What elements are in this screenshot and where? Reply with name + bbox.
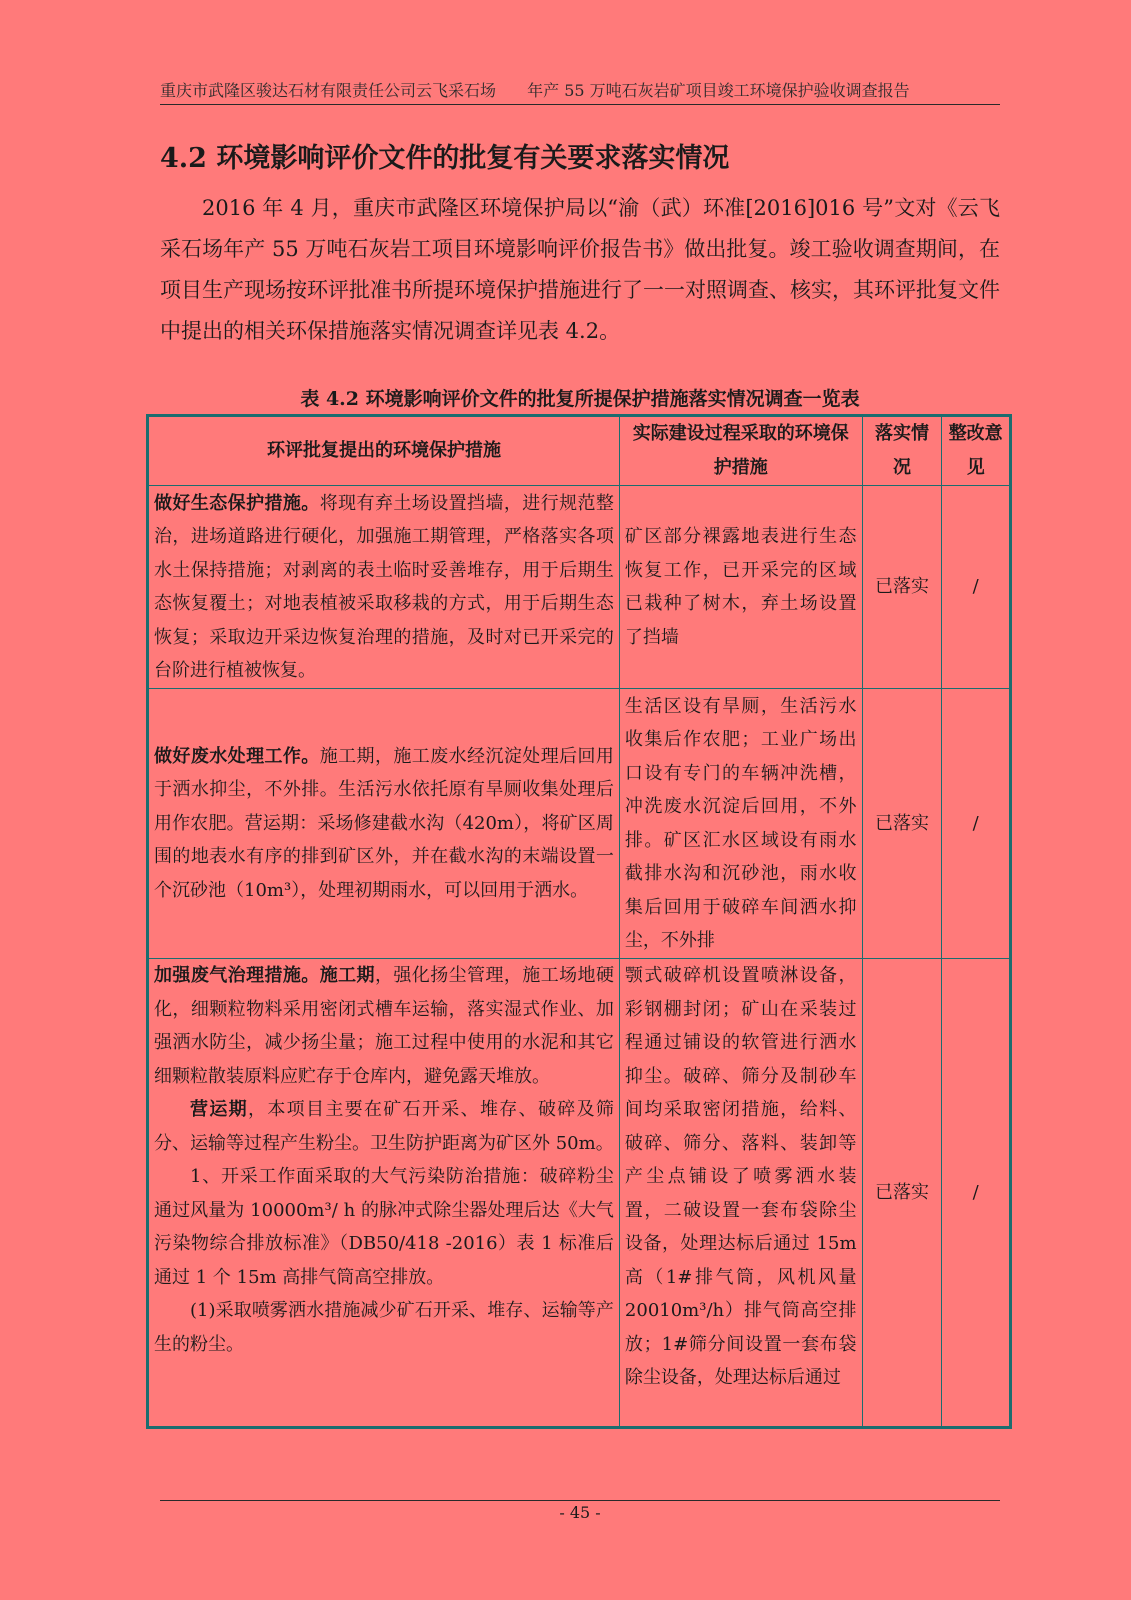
opinion-cell: / [942,689,1011,959]
required-measure-cell [148,486,620,689]
required-measure-cell [148,959,620,1428]
opinion-cell: / [942,486,1011,689]
running-header [160,78,1000,105]
table-header-row [148,416,1011,486]
opinion-cell: / [942,959,1011,1428]
measure-title: 做好生态保护措施。 [154,492,320,514]
status-cell: 已落实 [862,959,942,1428]
measure-paragraph: 1、开采工作面采取的大气污染防治措施：破碎粉尘通过风量为 10000m³/ h 的脉冲式除尘器处理后达《大气污染物综合排放标准》（DB50/418 -2016）表 1 标准后通过 1 个 15m 高排气筒高空排放。 [154,1166,614,1288]
operation-paragraph [154,1093,614,1160]
measure-text: ，本项目主要在矿石开采、堆存、破碎及筛分、运输等过程产生粉尘。卫生防护距离为矿区外 50m。 [154,1099,614,1154]
measure-text: 施工期，施工废水经沉淀处理后回用于洒水抑尘，不外排。生活污水依托原有旱厕收集处理后用作农肥。营运期：采场修建截水沟（420m），将矿区周围的地表水有序的排到矿区外，并在截水沟的末端设置一个沉砂池（10m³），处理初期雨水，可以回用于洒水。 [154,745,614,901]
measure-text: 将现有弃土场设置挡墙，进行规范整治，进场道路进行硬化，加强施工期管理，严格落实各项水土保持措施；对剥离的表土临时妥善堆存，用于后期生态恢复覆土；对地表植被采取移栽的方式，用于后期生态恢复；采取边开采边恢复治理的措施，及时对已开采完的台阶进行植被恢复。 [154,492,614,681]
footer-rule [160,1500,1000,1501]
measure-phase-operation: 营运期 [190,1099,248,1120]
section-title: 4.2 环境影响评价文件的批复有关要求落实情况 [160,143,730,174]
page-number: - 45 - [559,1503,601,1522]
measure-phase-construction: 施工期 [319,965,375,986]
measure-text: ，强化扬尘管理，施工场地硬化，细颗粒物料采用密闭式槽车运输，落实湿式作业、加强洒水防尘，减少扬尘量；施工过程中使用的水泥和其它细颗粒散装原料应贮存于仓库内，避免露天堆放。 [154,965,614,1087]
actual-measure-cell: 生活区设有旱厕，生活污水收集后作农肥；工业广场出口设有专门的车辆冲洗槽，冲洗废水沉淀后回用，不外排。矿区汇水区域设有雨水截排水沟和沉砂池，雨水收集后回用于破碎车间洒水抑尘，不外排 [619,689,862,959]
header-company: 重庆市武隆区骏达石材有限责任公司云飞采石场 [160,81,497,100]
measure-title: 加强废气治理措施。 [154,965,320,986]
header-report-title: 年产 55 万吨石灰岩矿项目竣工环境保护验收调查报告 [527,81,910,100]
actual-measure-cell: 矿区部分裸露地表进行生态恢复工作，已开采完的区域已栽种了树木，弃土场设置了挡墙 [619,486,862,689]
required-measure-cell [148,689,620,959]
header-opinion: 整改意见 [942,416,1011,486]
status-cell: 已落实 [862,486,942,689]
table-caption: 表 4.2 环境影响评价文件的批复所提保护措施落实情况调查一览表 [300,388,860,410]
actual-measure-cell: 颚式破碎机设置喷淋设备，彩钢棚封闭；矿山在采装过程通过铺设的软管进行洒水抑尘。破碎、筛分及制砂车间均采取密闭措施，给料、破碎、筛分、落料、装卸等产尘点铺设了喷雾洒水装置，二破设置一套布袋除尘设备，处理达标后通过 15m 高（1#排气筒，风机风量 20010m³/h）排气筒高空排放；1#筛分间设置一套布袋除尘设备，处理达标后通过 [619,959,862,1428]
header-status: 落实情况 [862,416,942,486]
measure-title: 做好废水处理工作。 [154,745,320,767]
measure-paragraph: (1)采取喷雾洒水措施减少矿石开采、堆存、运输等产生的粉尘。 [154,1300,614,1355]
header-required-measures: 环评批复提出的环境保护措施 [148,416,620,486]
status-cell: 已落实 [862,689,942,959]
table-row [148,689,1011,959]
table-row [148,959,1011,1428]
intro-paragraph: 2016 年 4 月，重庆市武隆区环境保护局以“渝（武）环准[2016]016 号”文对《云飞采石场年产 55 万吨石灰岩工项目环境影响评价报告书》做出批复。竣工验收调查期间，在项目生产现场按环评批准书所提环境保护措施进行了一一对照调查、核实，其环评批复文件中提出的相关环保措施落实情况调查详见表 4.2。 [160,196,1000,343]
table-row [148,486,1011,689]
header-actual-measures: 实际建设过程采取的环境保护措施 [619,416,862,486]
measures-table [146,414,1012,1429]
